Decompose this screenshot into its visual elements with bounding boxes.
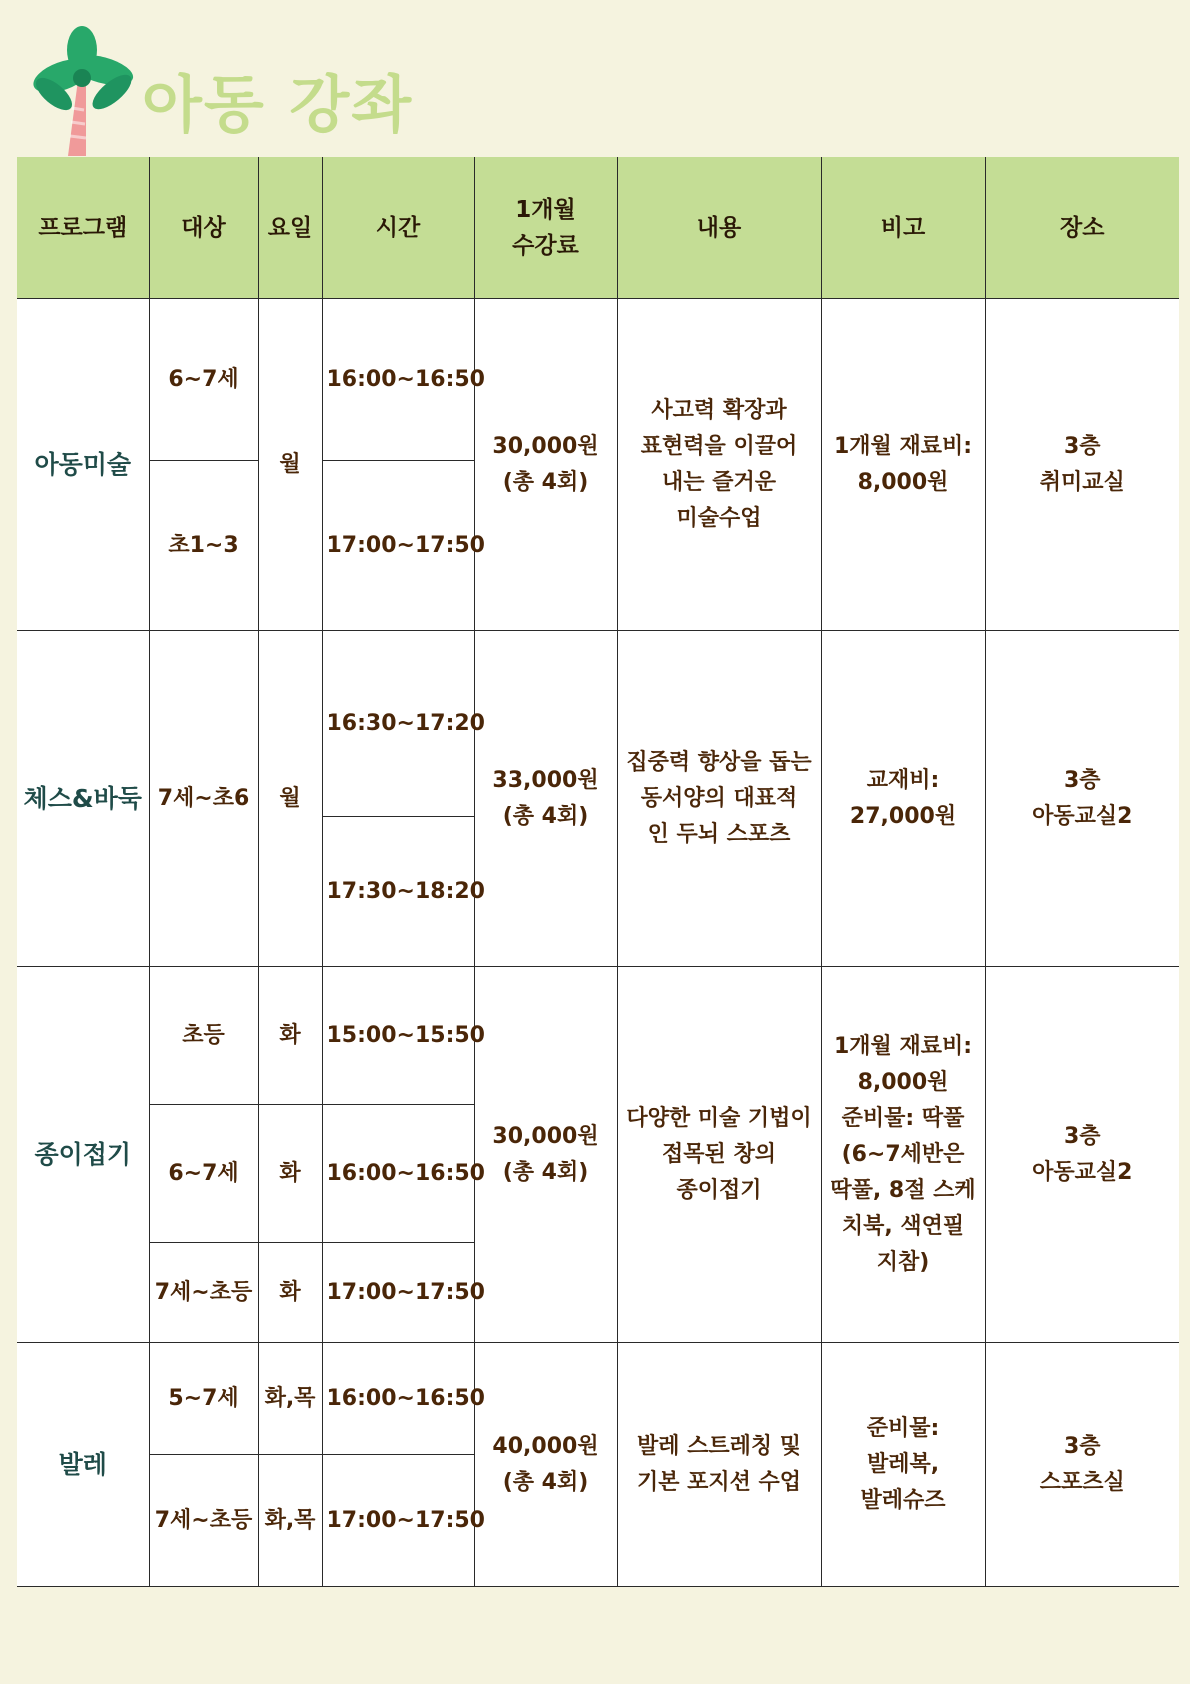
header-time: 시간 <box>322 157 474 299</box>
art-target-2: 초1~3 <box>149 461 258 631</box>
origami-target-2: 6~7세 <box>149 1105 258 1243</box>
palm-tree-icon <box>26 18 146 158</box>
ballet-place: 3층 스포츠실 <box>985 1343 1179 1587</box>
page-title: 아동 강좌 <box>142 68 414 141</box>
ballet-time-2: 17:00~17:50 <box>322 1455 474 1587</box>
origami-day-1: 화 <box>258 967 322 1105</box>
art-place: 3층 취미교실 <box>985 299 1179 631</box>
origami-fee: 30,000원 (총 4회) <box>474 967 617 1343</box>
header-program: 프로그램 <box>17 157 149 299</box>
table-row <box>17 967 1179 1105</box>
origami-place: 3층 아동교실2 <box>985 967 1179 1343</box>
art-time-1: 16:00~16:50 <box>322 299 474 461</box>
chess-time-2: 17:30~18:20 <box>322 817 474 967</box>
ballet-day-2: 화,목 <box>258 1455 322 1587</box>
ballet-note: 준비물: 발레복, 발레슈즈 <box>821 1343 985 1587</box>
table-header-row <box>17 157 1179 299</box>
origami-target-1: 초등 <box>149 967 258 1105</box>
ballet-content: 발레 스트레칭 및 기본 포지션 수업 <box>617 1343 821 1587</box>
chess-place: 3층 아동교실2 <box>985 631 1179 967</box>
ballet-day-1: 화,목 <box>258 1343 322 1455</box>
ballet-time-1: 16:00~16:50 <box>322 1343 474 1455</box>
chess-content: 집중력 향상을 돕는 동서양의 대표적 인 두뇌 스포츠 <box>617 631 821 967</box>
table-row <box>17 631 1179 817</box>
art-fee: 30,000원 (총 4회) <box>474 299 617 631</box>
origami-day-2: 화 <box>258 1105 322 1243</box>
chess-time-1: 16:30~17:20 <box>322 631 474 817</box>
chess-fee: 33,000원 (총 4회) <box>474 631 617 967</box>
course-table <box>17 157 1179 1587</box>
chess-target: 7세~초6 <box>149 631 258 967</box>
art-content: 사고력 확장과 표현력을 이끌어 내는 즐거운 미술수업 <box>617 299 821 631</box>
origami-content: 다양한 미술 기법이 접목된 창의 종이접기 <box>617 967 821 1343</box>
header-day: 요일 <box>258 157 322 299</box>
origami-day-3: 화 <box>258 1243 322 1343</box>
header-target: 대상 <box>149 157 258 299</box>
origami-note: 1개월 재료비: 8,000원 준비물: 딱풀 (6~7세반은 딱풀, 8절 스케 치북, 색연필 지참) <box>821 967 985 1343</box>
art-day: 월 <box>258 299 322 631</box>
program-art: 아동미술 <box>17 299 149 631</box>
table-row <box>17 1343 1179 1455</box>
origami-time-1: 15:00~15:50 <box>322 967 474 1105</box>
program-chess: 체스&바둑 <box>17 631 149 967</box>
ballet-target-1: 5~7세 <box>149 1343 258 1455</box>
program-origami: 종이접기 <box>17 967 149 1343</box>
ballet-target-2: 7세~초등 <box>149 1455 258 1587</box>
table-row <box>17 299 1179 461</box>
origami-target-3: 7세~초등 <box>149 1243 258 1343</box>
ballet-fee: 40,000원 (총 4회) <box>474 1343 617 1587</box>
header-place: 장소 <box>985 157 1179 299</box>
page-header <box>26 18 546 154</box>
header-note: 비고 <box>821 157 985 299</box>
header-content: 내용 <box>617 157 821 299</box>
art-note: 1개월 재료비: 8,000원 <box>821 299 985 631</box>
origami-time-2: 16:00~16:50 <box>322 1105 474 1243</box>
chess-note: 교재비: 27,000원 <box>821 631 985 967</box>
origami-time-3: 17:00~17:50 <box>322 1243 474 1343</box>
art-time-2: 17:00~17:50 <box>322 461 474 631</box>
program-ballet: 발레 <box>17 1343 149 1587</box>
chess-day: 월 <box>258 631 322 967</box>
header-fee: 1개월 수강료 <box>474 157 617 299</box>
art-target-1: 6~7세 <box>149 299 258 461</box>
